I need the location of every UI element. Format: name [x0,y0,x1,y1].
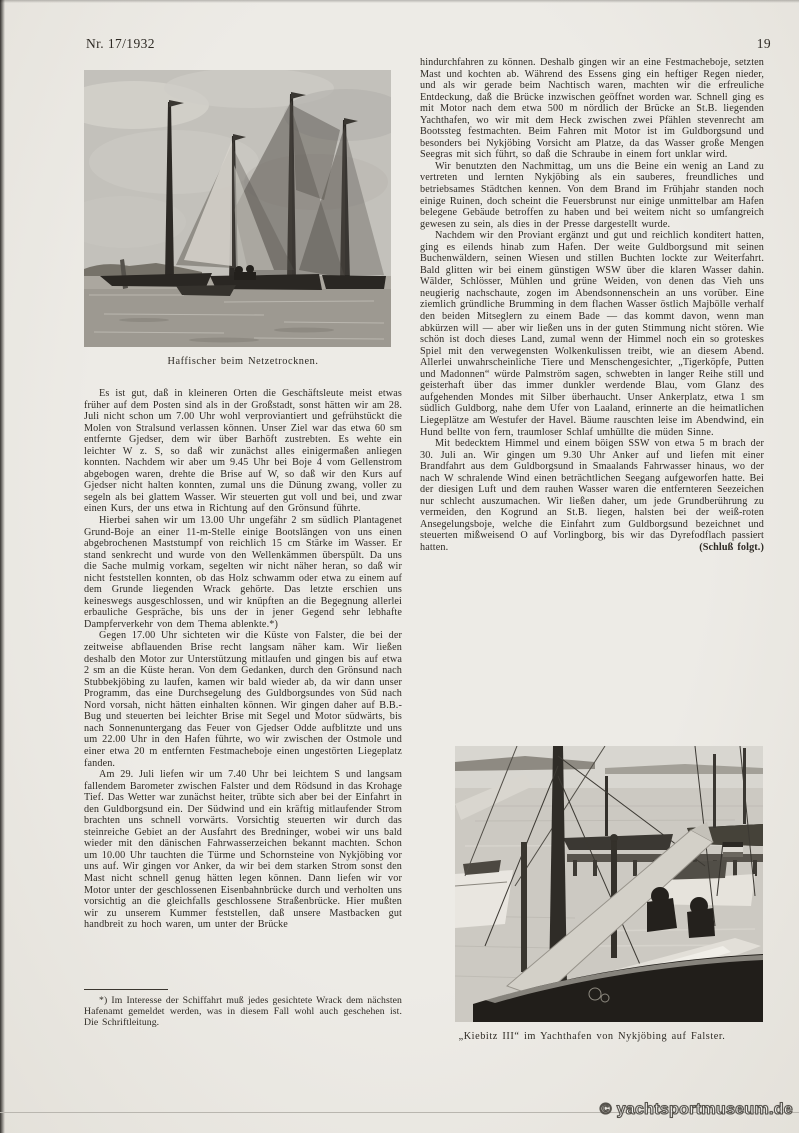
paragraph: Wir benutzten den Nachmittag, um uns die Beine ein wenig an Land zu vertreten und lernten Nykjöbing als ein sauberes, freundliches und betriebsames Städtchen kennen. Von dem Brand im Frühjahr standen noch einige Ruinen, doch scheint die Feuersbrunst nur einige unmittelbar am Hafen belegene Gebäude betroffen zu haben und bei weitem nicht so umfangreich gewesen zu sein, als dies in der Presse dargestellt wurde. [420,160,764,230]
scan-edge-shadow-top [0,0,799,3]
scan-edge-shadow [0,0,5,1133]
fishing-boats-photo [84,70,391,347]
footnote-rule [84,989,168,990]
page-number: 19 [756,36,771,51]
right-column [420,57,764,554]
footnote-text: *) Im Interesse der Schiffahrt muß jedes gesichtete Wrack dem nächsten Hafenamt gemeldet werden, was in diesem Fall wohl auch geschehen ist. Die Schriftleitung. [84,995,402,1029]
yacht-harbor-photo [455,746,763,1022]
paragraph: Hierbei sahen wir um 13.00 Uhr ungefähr 2 sm südlich Plantagenet Grund-Boje an einer 11-m-Stelle einige Bootslängen von uns einen abgebrochenen Maststumpf von reichlich 15 cm Stärke im Wasser. Er stand senkrecht und wurde von den Wellenkämmen überspült. Da uns die Sache mulmig vorkam, segelten wir nicht näher heran, so daß wir nicht feststellen konnten, ob das Holz schwamm oder etwa zu einem auf dem Grunde liegenden Wrack gehörte. Das letzte erschien uns keineswegs ausgeschlossen, und wir knüpften an die Begegnung allerlei erbauliche Gespräche, bis uns der in jener Gegend sehr lebhafte Dampferverkehr von dem Thema ablenkte.*) [84,515,402,630]
top-photo [84,70,391,347]
continuation-note: (Schluß folgt.) [699,541,764,553]
paragraph: Es ist gut, daß in kleineren Orten die Geschäftsleute meist etwas früher auf dem Posten sind als in der Großstadt, sonst hätten wir am 28. Juli nicht schon um 7.00 Uhr wohl verproviantiert und gefrühstückt die Molen von Stralsund verlassen können. Unser Ziel war das etwa 60 sm entfernte Gjedser, dem wir über Barhöft zustrebten. Es wehte ein leichter W z. S, so daß wir zunächst alles einigermaßen anliegen konnten. Nachdem wir aber um 9.45 Uhr bei Boje 4 vom Gellenstrom abgebogen waren, drehte die Brise auf W, so daß wir den Kurs auf Gjedser nicht halten konnten, zumal uns die Dünung zwang, voller zu segeln als bei glattem Wasser. Wir steuerten gut voll und bei, und zwar einen Kurs, der uns etwa in Richtung auf den Grönsund führte. [84,388,402,515]
paragraph: Gegen 17.00 Uhr sichteten wir die Küste von Falster, die bei der zeitweise abflauenden Brise recht langsam näher kam. Wir ließen deshalb den Motor zur Unterstützung mitlaufen und gingen bis auf etwa 2 sm an die Küste heran. Von dem Gedanken, durch den Grönsund nach Stubbekjöbing zu laufen, kamen wir bald wieder ab, da wir dann unser Programm, das eine Durchsegelung des Guldborgsundes von Süd nach Nord vorsah, nicht hätten einhalten können. Wir gingen daher auf B.B.-Bug und steuerten bei leichter Brise mit Segel und Motor südwärts, bis nach Sonnenuntergang das Feuer von Gjedser Odde aufblitzte und uns um 22.00 Uhr in den Hafen führte, wo wir zwischen der Ostmole und einer etwa 20 m entfernten Festmacheboje einen ungestörten Liegeplatz fanden. [84,630,402,769]
page-header [86,36,771,52]
footnote [84,989,402,1029]
paragraph [420,438,764,553]
paragraph: hindurchfahren zu können. Deshalb gingen wir an eine Festmacheboje, setzten Mast und kochten ab. Während des Essens ging ein heftiger Regen nieder, und als wir gerade beim Nachtisch waren, machten wir die erfreuliche Entdeckung, daß die Brücke inzwischen geöffnet worden war. Schnell ging es mit Motor nach dem etwa 500 m nördlich der Brücke an St.B. liegenden Yachthafen, wo wir mit dem Heck zwischen zwei Pfählen stevenrecht am Bootssteg festmachten. Beim Fahren mit Motor ist im Guldborgsund und besonders bei Nykjöbing Vorsicht am Platze, da das Wasser große Mengen Seegras mit sich führt, so daß die Schraube in einem fort unklar wird. [420,57,764,161]
bottom-photo [455,746,763,1022]
paragraph: Nachdem wir den Proviant ergänzt und gut und reichlich konditert hatten, ging es eilends hinab zum Hafen. Der weite Guldborgsund mit seinen Buchenwäldern, seinen Wiesen und stillen Buchten lockte zur Weiterfahrt. Bald glitten wir bei einem günstigen WSW über die klaren Wasser dahin. Wälder, Schlösser, Mühlen und grüne Weiden, von denen das Vieh uns neugierig nachschaute, zogen im Abendsonnenschein an uns vorüber. Eine ziemlich gründliche Brumming in dem flachen Wasser östlich Majbölle verhalf den beiden Mitseglern zu einem Bade — das kommt davon, wenn man abkürzen will — aber wir ließen uns in der guten Stimmung nicht stören. Wie schön ist doch dieses Land, zumal wenn der Himmel noch ein so groteskes Spiel mit den verwegensten Wolkenkulissen treibt, wie an diesem Abend. Allerlei unwahrscheinliche Tiere und Menschengesichter, „Tigerköpfe, Putten und Madonnen“ würde Palmström sagen, schwebten in langer Reihe still und geisterhaft über das immer dunkler werdende Blau, vom Glanz des aufgehenden Mondes mit Silber überhaucht. Unser Ankerplatz, etwa 1 sm südlich Guldborg, nahe dem Ufer von Laaland, erinnerte an die heimatlichen Liegeplätze am Westufer der Havel. Bäume rauschten leise im Abendwind, ein Hund bellte von fern, traumloser Schlaf umhüllte die müden Sinne. [420,230,764,438]
left-column [84,70,402,931]
paragraph-text: Mit bedecktem Himmel und einem böigen SSW von etwa 5 m brach der 30. Juli an. Wir gingen um 9.30 Uhr Anker auf und liefen mit einer Brandfahrt aus dem Guldborgsund in Smaalands Fahrwasser hinaus, wo der nach W schralende Wind einen beträchtlichen Seegang aufgeworfen hatte. Bei der diesigen Luft und dem rauhen Wasser waren die entfernteren Seezeichen nur schlecht auszumachen. Wir ließen daher, um jede Grundberührung zu vermeiden, den Kogrund an St.B. liegen, halsten bei der weiß-roten Ansegelungsboje, welche die Einfahrt zum Guldborgsund bezeichnet und steuerten mißweisend O auf Vorlingborg, bis wir das Dyrefodflach passiert hatten. [420,438,764,553]
issue-number: Nr. 17/1932 [86,36,155,51]
watermark: © yachtsportmuseum.de [599,1101,793,1118]
paragraph: Am 29. Juli liefen wir um 7.40 Uhr bei leichtem S und langsam fallendem Barometer zwischen Falster und dem Rödsund in das Krohage Tief. Das Wetter war zunächst heiter, trübte sich aber bei der Einfahrt in den Guldborgsund ein. Der Südwind und ein kräftig mitlaufender Strom brachten uns schnell vorwärts. Vorsichtig steuerten wir durch das steinreiche Gebiet an der Ausfahrt des Bredninger, wobei wir uns bald wieder mit den dänischen Fahrwasserzeichen bekannt machten. Schon um 10.00 Uhr tauchten die Türme und Schornsteine von Nykjöbing vor uns auf. Wir gingen vor Anker, da wir bei dem starken Strom sonst den Mast nicht schnell genug hätten legen können. Dann liefen wir vor Motor unter der geschlossenen Eisenbahnbrücke durch und verholten uns vorsichtig an die gleichfalls geschlossene Straßenbrücke. Hier mußten wir zu unserem Kummer feststellen, daß unsere Mastbacken gut handbreit zu hoch waren, um unter der Brücke [84,769,402,931]
top-photo-caption: Haffischer beim Netzetrocknen. [167,356,319,367]
bottom-photo-caption: „Kiebitz III“ im Yachthafen von Nykjöbing auf Falster. [458,1031,726,1042]
